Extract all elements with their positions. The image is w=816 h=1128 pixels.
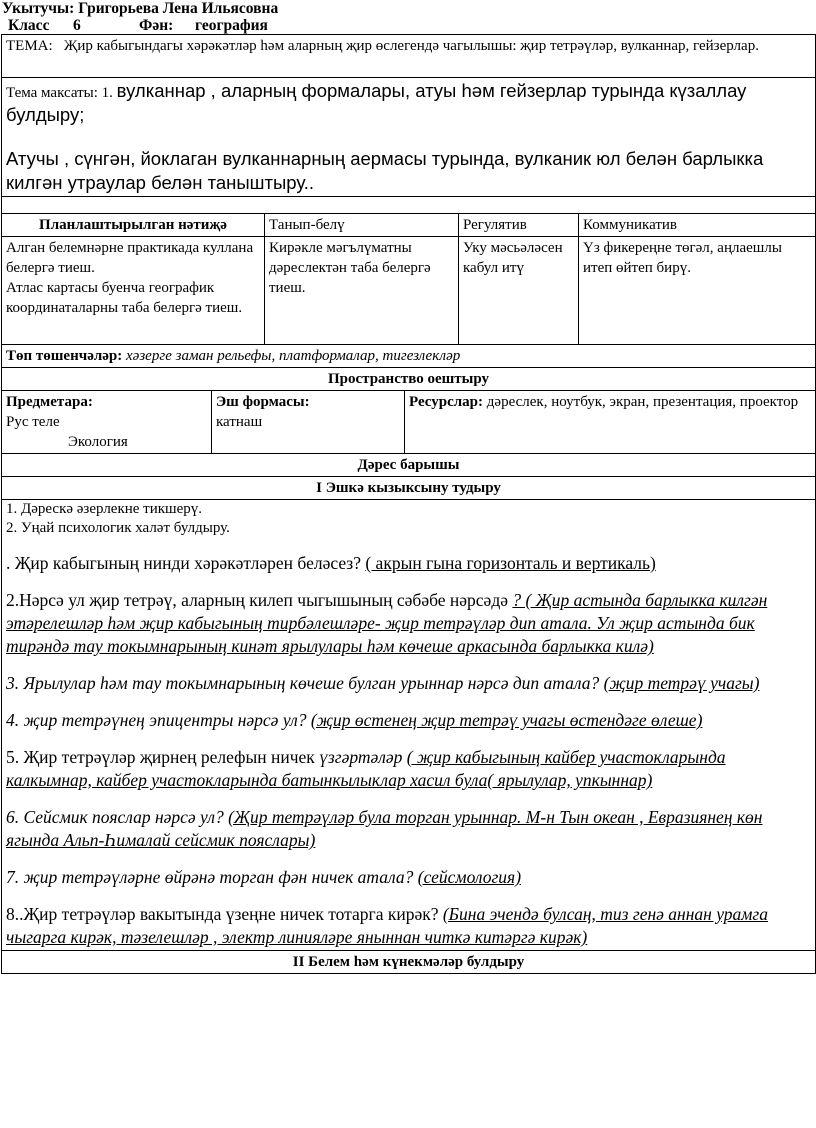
lesson-title-row [2, 454, 816, 477]
stage1-title: I Эшкә кызыксыну тудыру [2, 477, 816, 500]
outcome-header-planned: Планлаштырылган нәтиҗә [2, 214, 265, 237]
subject-russian: Рус теле [6, 414, 60, 430]
question-3 [6, 672, 811, 695]
teacher-name: Григорьева Лена Ильясовна [78, 0, 279, 17]
question-3-answer: (җир тетрәү учагы) [603, 673, 760, 693]
outcome-cognitive: Кирәкле мәгълүматны дәреслектән таба белергә тиеш. [265, 237, 459, 345]
teacher-line [0, 0, 816, 17]
subject-ecology: Экология [68, 434, 128, 450]
stage1-content-row [2, 500, 816, 951]
subject-value: география [195, 17, 268, 34]
subject-label: Фән: [139, 17, 174, 34]
outcome-planned: Алган белемнәрне практикада куллана белергә тиеш. Атлас картасы буенча географик координаталарны таба белергә тиеш. [2, 237, 265, 345]
question-4-text: 4. җир тетрәүнең эпицентры нәрсә ул? [6, 710, 307, 730]
question-8-answer: (Бина эчендә булсаң, тиз генә аннан урамга чыгарга кирәк, тәзелешләр , электр линияләре яныннан читкә китәргә кирәк) [6, 904, 768, 947]
space-title: Пространство оештыру [2, 368, 816, 391]
question-3-text: 3. Ярылулар һәм тау токымнарының көчеше булган урыннар нәрсә дип атала? [6, 673, 600, 693]
question-6-answer: (Җир тетрәүләр була торган урыннар. М-н Тын океан , Евразиянең көн ягында Альп-Һималай сейсмик пояслары) [6, 807, 763, 850]
goal-line1: вулканнар , аларның формалары, атуы һәм гейзерлар турында күзаллау булдыру; [6, 80, 747, 125]
question-5 [6, 746, 811, 792]
outcome-header-regulative: Регулятив [459, 214, 579, 237]
outcomes-header-row [2, 214, 816, 237]
outcome-header-cognitive: Танып-белү [265, 214, 459, 237]
question-2-text: 2.Нәрсә ул җир тетрәү, аларның килеп чыгышының сәбәбе нәрсәдә [6, 590, 508, 610]
topic-row [2, 35, 816, 78]
step-2: 2. Уңай психологик халәт булдыру. [6, 520, 230, 536]
subjects-label: Предметара: [6, 394, 93, 410]
lesson-table [1, 34, 816, 974]
question-2 [6, 589, 811, 658]
question-4 [6, 709, 811, 732]
class-line [0, 17, 816, 34]
space-title-row [2, 368, 816, 391]
concepts-text: хәзерге заман рельефы, платформалар, тигезлекләр [126, 348, 461, 364]
outcomes-row [2, 237, 816, 345]
space-row [2, 391, 816, 454]
stage1-title-row [2, 477, 816, 500]
class-value: 6 [73, 17, 81, 34]
concepts-label: Төп төшенчәләр: [6, 348, 123, 364]
concepts-row [2, 345, 816, 368]
question-2-answer: ? ( Җир астында барлыкка килгән этәрелешләр һәм җир кабыгының тирбәлешләре- җир тетрәүләр дип атала. Ул җир астында бик тирәндә тау токымнарының кинәт ярылулары һәм көчеше аркасында барлыкка килә) [6, 590, 768, 656]
goal-row [2, 78, 816, 197]
outcome-header-communicative: Коммуникатив [579, 214, 816, 237]
class-label: Класс [8, 17, 50, 34]
goal-line2: Атучы , сүнгән, йоклаган вулканнарның аермасы турында, вулканик юл белән барлыкка килгән утраулар белән таныштыру.. [6, 148, 764, 193]
outcome-regulative: Уку мәсьәләсен кабул итү [459, 237, 579, 345]
step-1: 1. Дәрескә әзерлекне тикшерү. [6, 501, 203, 517]
question-1 [6, 552, 811, 575]
question-7-text: 7. җир тетрәүләрне өйрәнә торган фән ничек атала? [6, 867, 414, 887]
spacer-row [2, 197, 816, 214]
resources-label: Ресурслар: [409, 394, 484, 410]
topic-text: Җир кабыгындагы хәрәкәтләр һәм аларның җир өслегендә чагылышы: җир тетрәүләр, вулканнар, гейзерлар. [63, 38, 759, 54]
stage2-title-row [2, 951, 816, 974]
question-1-text: . Җир кабыгының нинди хәрәкәтләрен беләсез? [6, 553, 361, 573]
question-1-answer: ( акрын гына горизонталь и вертикаль) [365, 553, 656, 573]
resources-value: дәреслек, ноутбук, экран, презентация, проектор [486, 394, 799, 410]
lesson-title: Дәрес барышы [2, 454, 816, 477]
question-6-text: 6. Сейсмик пояслар нәрсә ул? [6, 807, 224, 827]
forms-value: катнаш [216, 414, 263, 430]
goal-label: Тема максаты: 1. [6, 85, 113, 101]
question-6 [6, 806, 811, 852]
question-5-verb: үзгәртәләр [319, 747, 403, 767]
question-5-answer: ( җир кабыгының кайбер участокларында калкымнар, кайбер участокларында батынкылыклар хасил була( ярылулар, упкыннар) [6, 747, 726, 790]
stage2-title: II Белем һәм күнекмәләр булдыру [2, 951, 816, 974]
question-8-text: 8..Җир тетрәүләр вакытында үзеңне ничек тотарга кирәк? [6, 904, 439, 924]
teacher-label: Укытучы: [2, 0, 75, 17]
question-4-answer: (җир өстенең җир тетрәү учагы өстендәге өлеше) [310, 710, 703, 730]
question-7 [6, 866, 811, 889]
question-8 [6, 903, 811, 949]
question-7-answer: (сейсмология) [417, 867, 522, 887]
question-5-text: 5. Җир тетрәүләр җирнең релефын ничек [6, 747, 315, 767]
forms-label: Эш формасы: [216, 394, 310, 410]
topic-label: ТЕМА: [6, 38, 53, 54]
outcome-communicative: Үз фикереңне төгәл, аңлаешлы итеп өйтеп бирү. [579, 237, 816, 345]
